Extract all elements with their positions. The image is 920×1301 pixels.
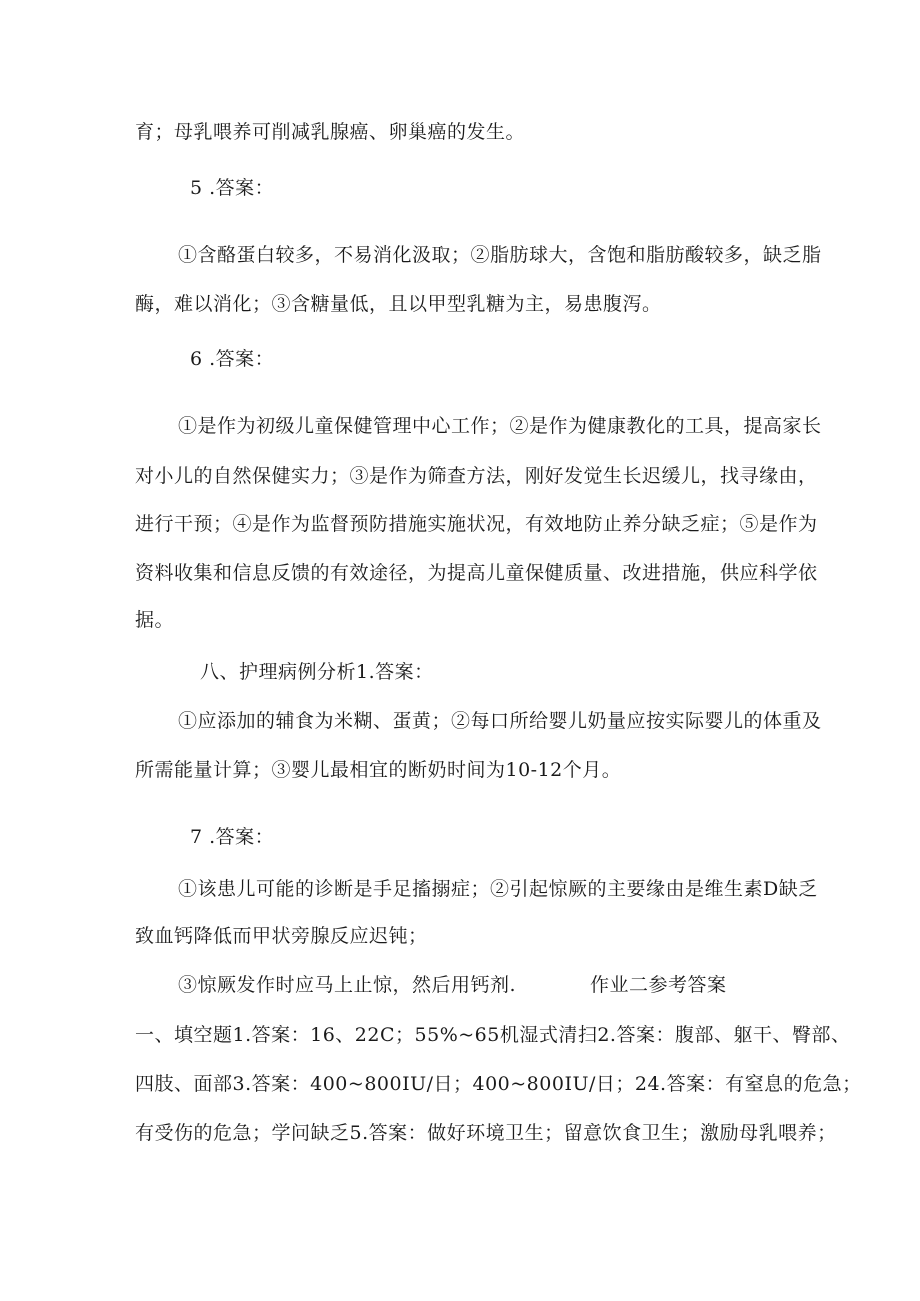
text-line-8: 进行干预；④是作为监督预防措施实施状况，有效地防止养分缺乏症；⑤是作为 bbox=[135, 513, 818, 535]
text-line-3: ①含酪蛋白较多，不易消化汲取；②脂肪球大，含饱和脂肪酸较多，缺乏脂 bbox=[178, 244, 822, 266]
text-line-18: 一、填空题1.答案：16、22C；55%~65机湿式清扫2.答案：腹部、躯干、臀部、 bbox=[135, 1024, 851, 1046]
section-title-homework-two: 作业二参考答案 bbox=[590, 974, 727, 996]
text-line-20: 有受伤的危急；学问缺乏5.答案：做好环境卫生；留意饮食卫生；激励母乳喂养； bbox=[135, 1122, 837, 1144]
text-line-13: 所需能量计算；③婴儿最相宜的断奶时间为10-12个月。 bbox=[135, 759, 622, 781]
text-line-6: ①是作为初级儿童保健管理中心工作；②是作为健康教化的工具，提高家长 bbox=[178, 415, 822, 437]
text-line-17: ③惊厥发作时应马上止惊，然后用钙剂. bbox=[178, 974, 517, 996]
answer-heading-7: 7 .答案： bbox=[190, 826, 275, 848]
text-line-12: ①应添加的辅食为米糊、蛋黄；②每口所给婴儿奶量应按实际婴儿的体重及 bbox=[178, 710, 822, 732]
text-line-15: ①该患儿可能的诊断是手足搐搦症；②引起惊厥的主要缘由是维生素D缺乏 bbox=[178, 878, 818, 900]
text-line-9: 资料收集和信息反馈的有效途径，为提高儿童保健质量、改进措施，供应科学依 bbox=[135, 562, 818, 584]
answer-heading-5: 5 .答案： bbox=[190, 177, 275, 199]
section-heading-8: 八、护理病例分析1.答案： bbox=[200, 661, 434, 683]
text-line-19: 四肢、面部3.答案：400~800IU/日；400~800IU/日；24.答案：有窒息的危急； bbox=[135, 1073, 862, 1095]
text-line-1: 育；母乳喂养可削减乳腺癌、卵巢癌的发生。 bbox=[135, 121, 526, 143]
text-line-7: 对小儿的自然保健实力；③是作为筛查方法，刚好发觉生长迟缓儿，找寻缘由， bbox=[135, 465, 818, 487]
text-line-10: 据。 bbox=[135, 609, 175, 631]
answer-heading-6: 6 .答案： bbox=[190, 348, 275, 370]
text-line-4: 酶，难以消化；③含糖量低，且以甲型乳糖为主，易患腹泻。 bbox=[135, 293, 662, 315]
text-line-16: 致血钙降低而甲状旁腺反应迟钝； bbox=[135, 925, 428, 947]
